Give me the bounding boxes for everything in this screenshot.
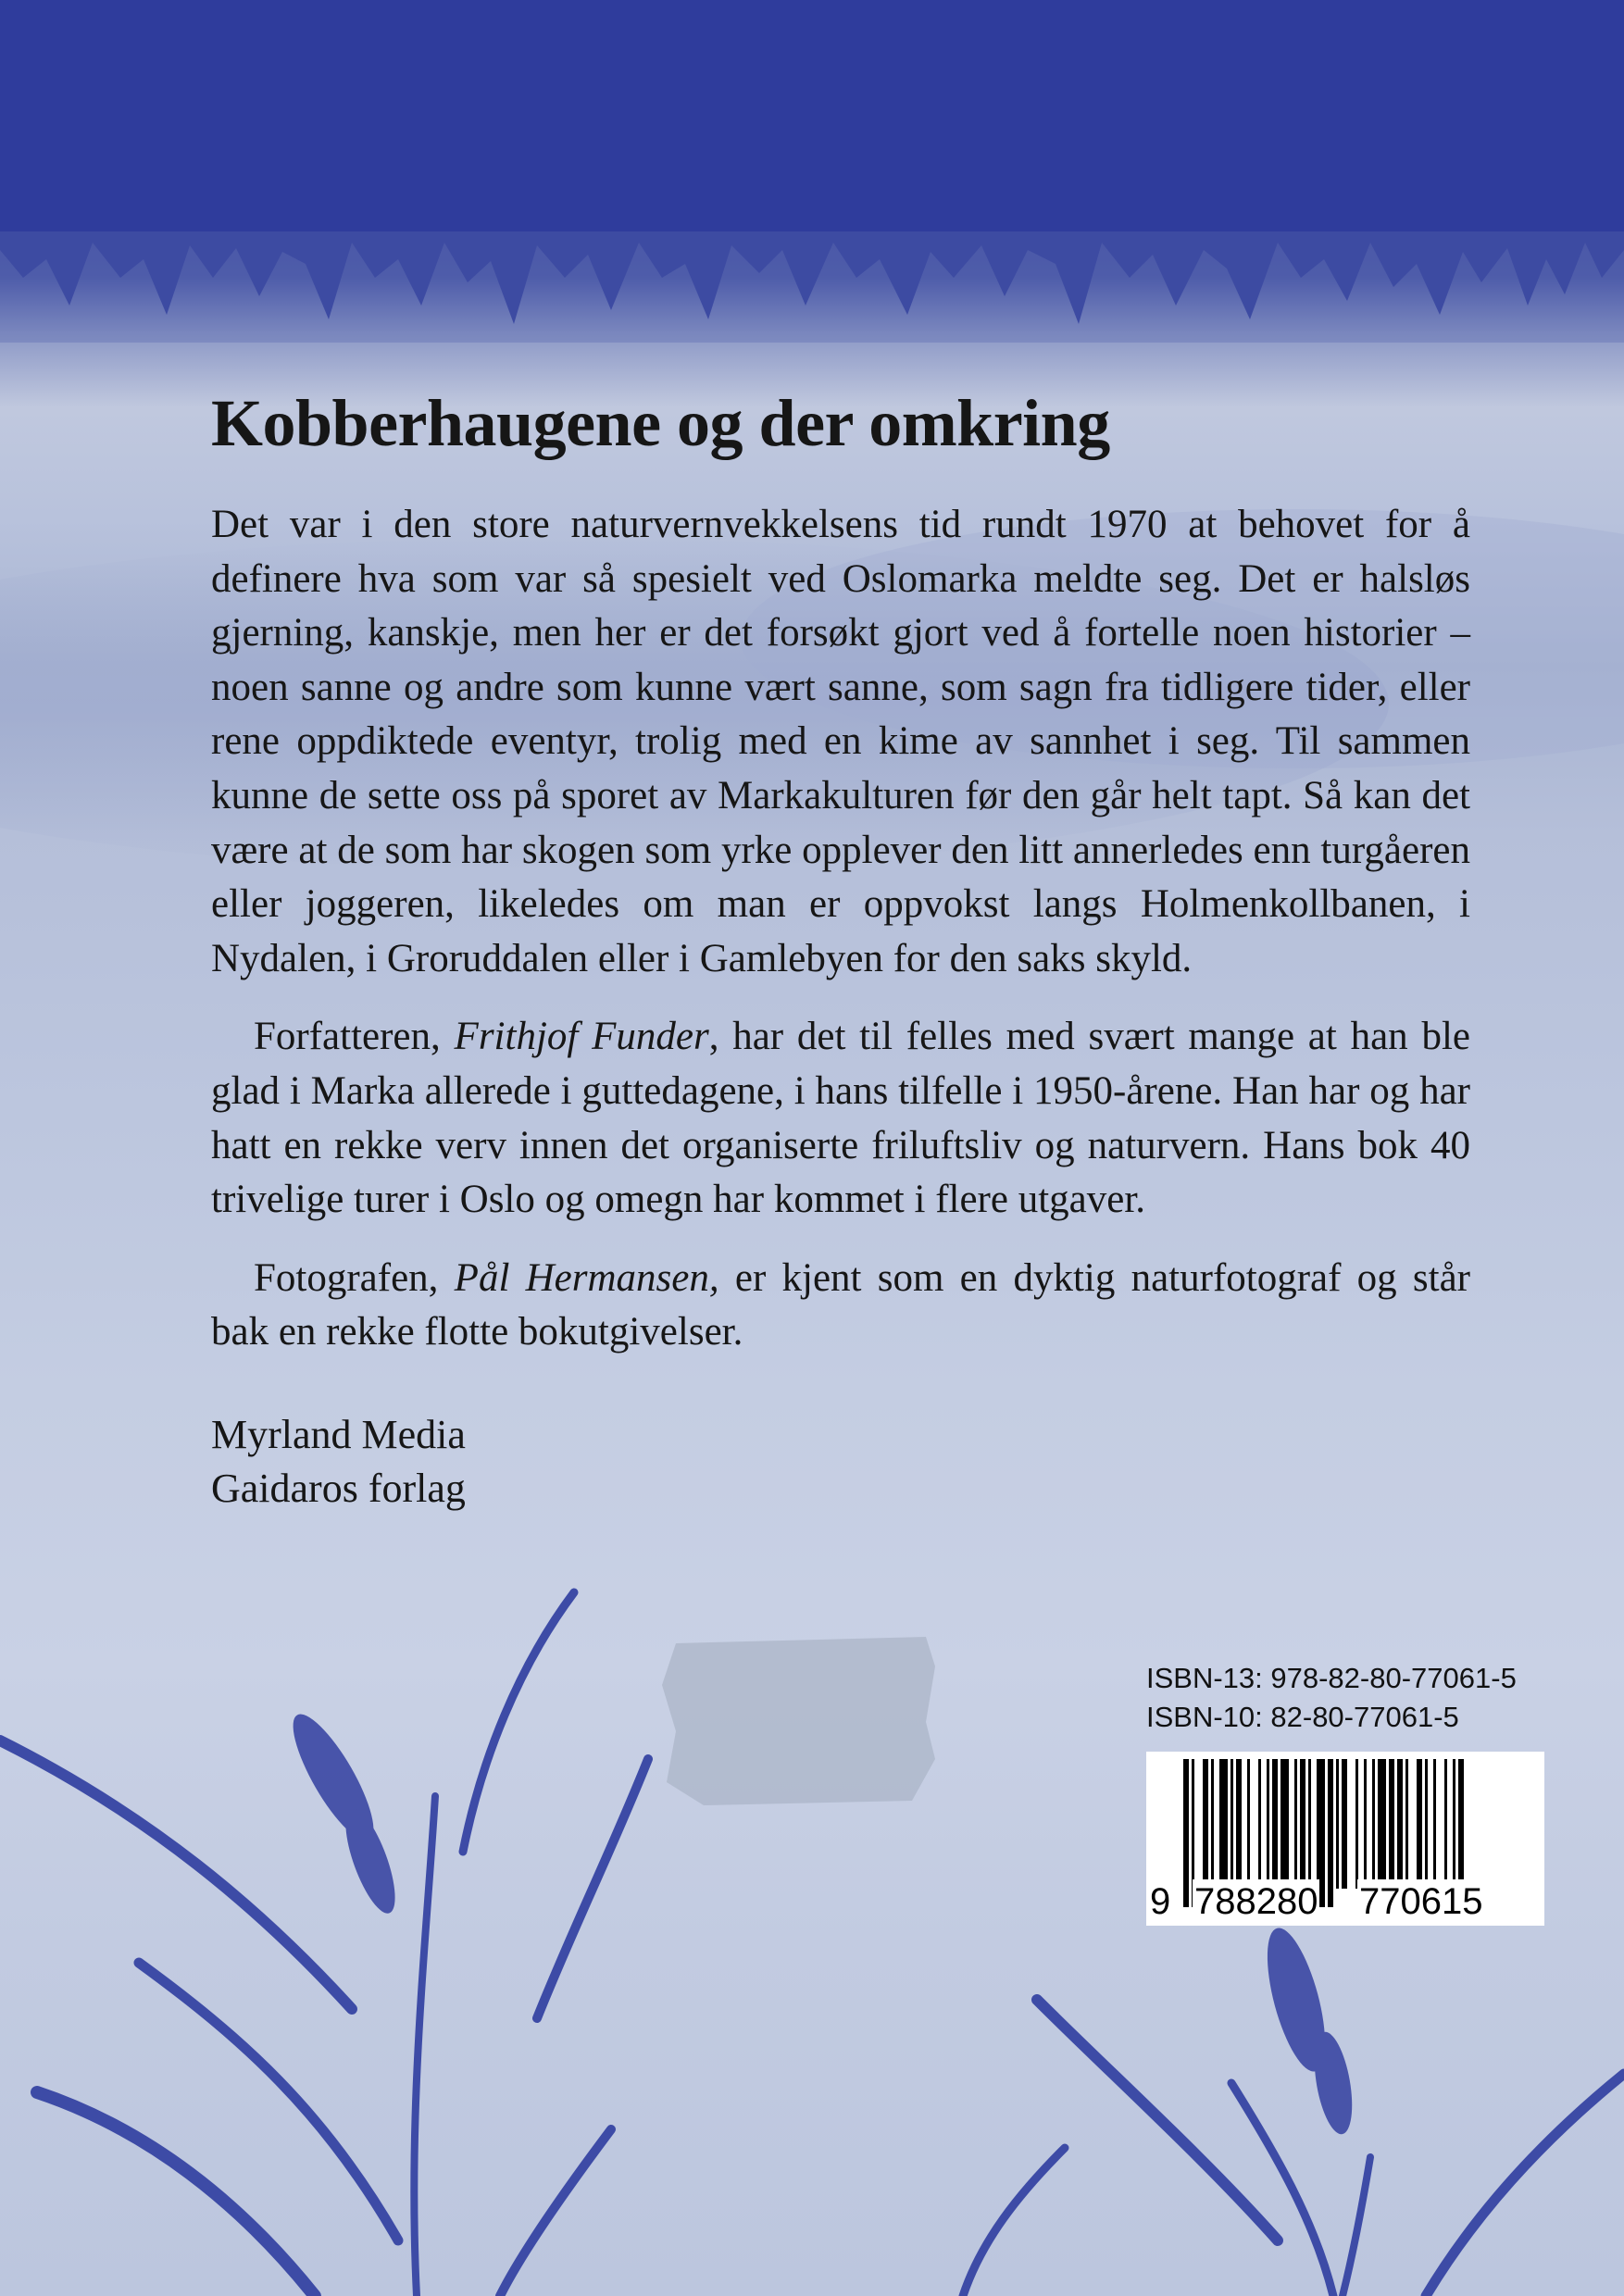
barcode-bar xyxy=(1336,1759,1339,1889)
publisher-2: Gaidaros forlag xyxy=(211,1465,466,1511)
sky-haze xyxy=(0,231,1624,343)
author-paragraph xyxy=(211,1010,1470,1227)
photographer-name: Pål Hermansen, xyxy=(454,1255,719,1300)
author-name: Frithjof Funder xyxy=(454,1015,709,1059)
barcode-bar xyxy=(1444,1759,1447,1889)
barcode-bar xyxy=(1342,1759,1347,1889)
barcode-bar xyxy=(1280,1759,1289,1889)
barcode-bar xyxy=(1453,1759,1455,1889)
isbn-13: ISBN-13: 978-82-80-77061-5 xyxy=(1146,1662,1517,1694)
description-block xyxy=(211,366,1470,1516)
barcode-bar xyxy=(1433,1759,1436,1889)
barcode-bar xyxy=(1355,1759,1358,1889)
barcode-bar xyxy=(1372,1759,1375,1889)
barcode-bar xyxy=(1405,1759,1408,1889)
photographer-intro: Fotografen, xyxy=(254,1255,455,1300)
barcode-bar xyxy=(1389,1759,1394,1889)
photographer-paragraph xyxy=(211,1252,1470,1360)
isbn-area xyxy=(1146,1659,1544,1926)
barcode-bar xyxy=(1294,1759,1297,1889)
barcode-bar xyxy=(1397,1759,1403,1889)
photographer-bio: er kjent som en dyktig naturfotograf og står bak en rekke flotte bokutgivelser. xyxy=(211,1255,1470,1354)
book-title: Kobberhaugene og der omkring xyxy=(211,386,1110,460)
sticker-residue xyxy=(662,1637,935,1805)
barcode-bar xyxy=(1308,1759,1311,1889)
barcode-bar xyxy=(1300,1759,1305,1889)
isbn-10: ISBN-10: 82-80-77061-5 xyxy=(1146,1701,1459,1733)
author-bio: , har det til felles med svært mange at han ble glad i Marka allerede i guttedagene, i hans tilfelle i 1950-årene. Han har og har hatt en rekke verv innen det organiserte friluftsliv og naturvern. Hans bok 40 trivelige turer i Oslo og omegn har kommet i flere utgaver. xyxy=(211,1015,1470,1222)
barcode-bar xyxy=(1378,1759,1386,1889)
barcode xyxy=(1146,1752,1544,1926)
publishers xyxy=(211,1408,1470,1516)
barcode-first-digit: 9 xyxy=(1150,1881,1171,1922)
barcode-bar xyxy=(1236,1759,1242,1889)
barcode-bar xyxy=(1203,1759,1208,1889)
barcode-bar xyxy=(1211,1759,1214,1889)
barcode-bar xyxy=(1417,1759,1422,1889)
barcode-bar xyxy=(1247,1759,1250,1889)
author-intro: Forfatteren, xyxy=(254,1015,455,1059)
barcode-right-group: 770615 xyxy=(1359,1881,1483,1922)
barcode-bar xyxy=(1267,1759,1269,1889)
barcode-left-group: 788280 xyxy=(1194,1881,1318,1922)
barcode-bar xyxy=(1272,1759,1278,1889)
barcode-bar xyxy=(1425,1759,1428,1889)
barcode-digits xyxy=(1146,1879,1544,1924)
barcode-bar xyxy=(1364,1759,1367,1889)
barcode-bar xyxy=(1219,1759,1228,1889)
barcode-bar xyxy=(1230,1759,1233,1889)
barcode-bar xyxy=(1258,1759,1261,1889)
description-paragraph: Det var i den store naturvernvekkelsens tid rundt 1970 at behovet for å definere hva som var så spesielt ved Oslomarka meldte seg. Det er halsløs gjerning, kanskje, men her er det forsøkt gjort ved å fortelle noen historier – noen sanne og andre som kunne vært sanne, som sagn fra tidligere tider, eller rene oppdiktede eventyr, trolig med en kime av sannhet i seg. Til sammen kunne de sette oss på sporet av Markakulturen før den går helt tapt. Så kan det være at de som har skogen som yrke opplever den litt annerledes enn turgåeren eller joggeren, likeledes om man er oppvokst langs Holmenkollbanen, i Nydalen, i Groruddalen eller i Gamlebyen for den saks skyld. xyxy=(211,503,1470,980)
publisher-1: Myrland Media xyxy=(211,1411,466,1457)
